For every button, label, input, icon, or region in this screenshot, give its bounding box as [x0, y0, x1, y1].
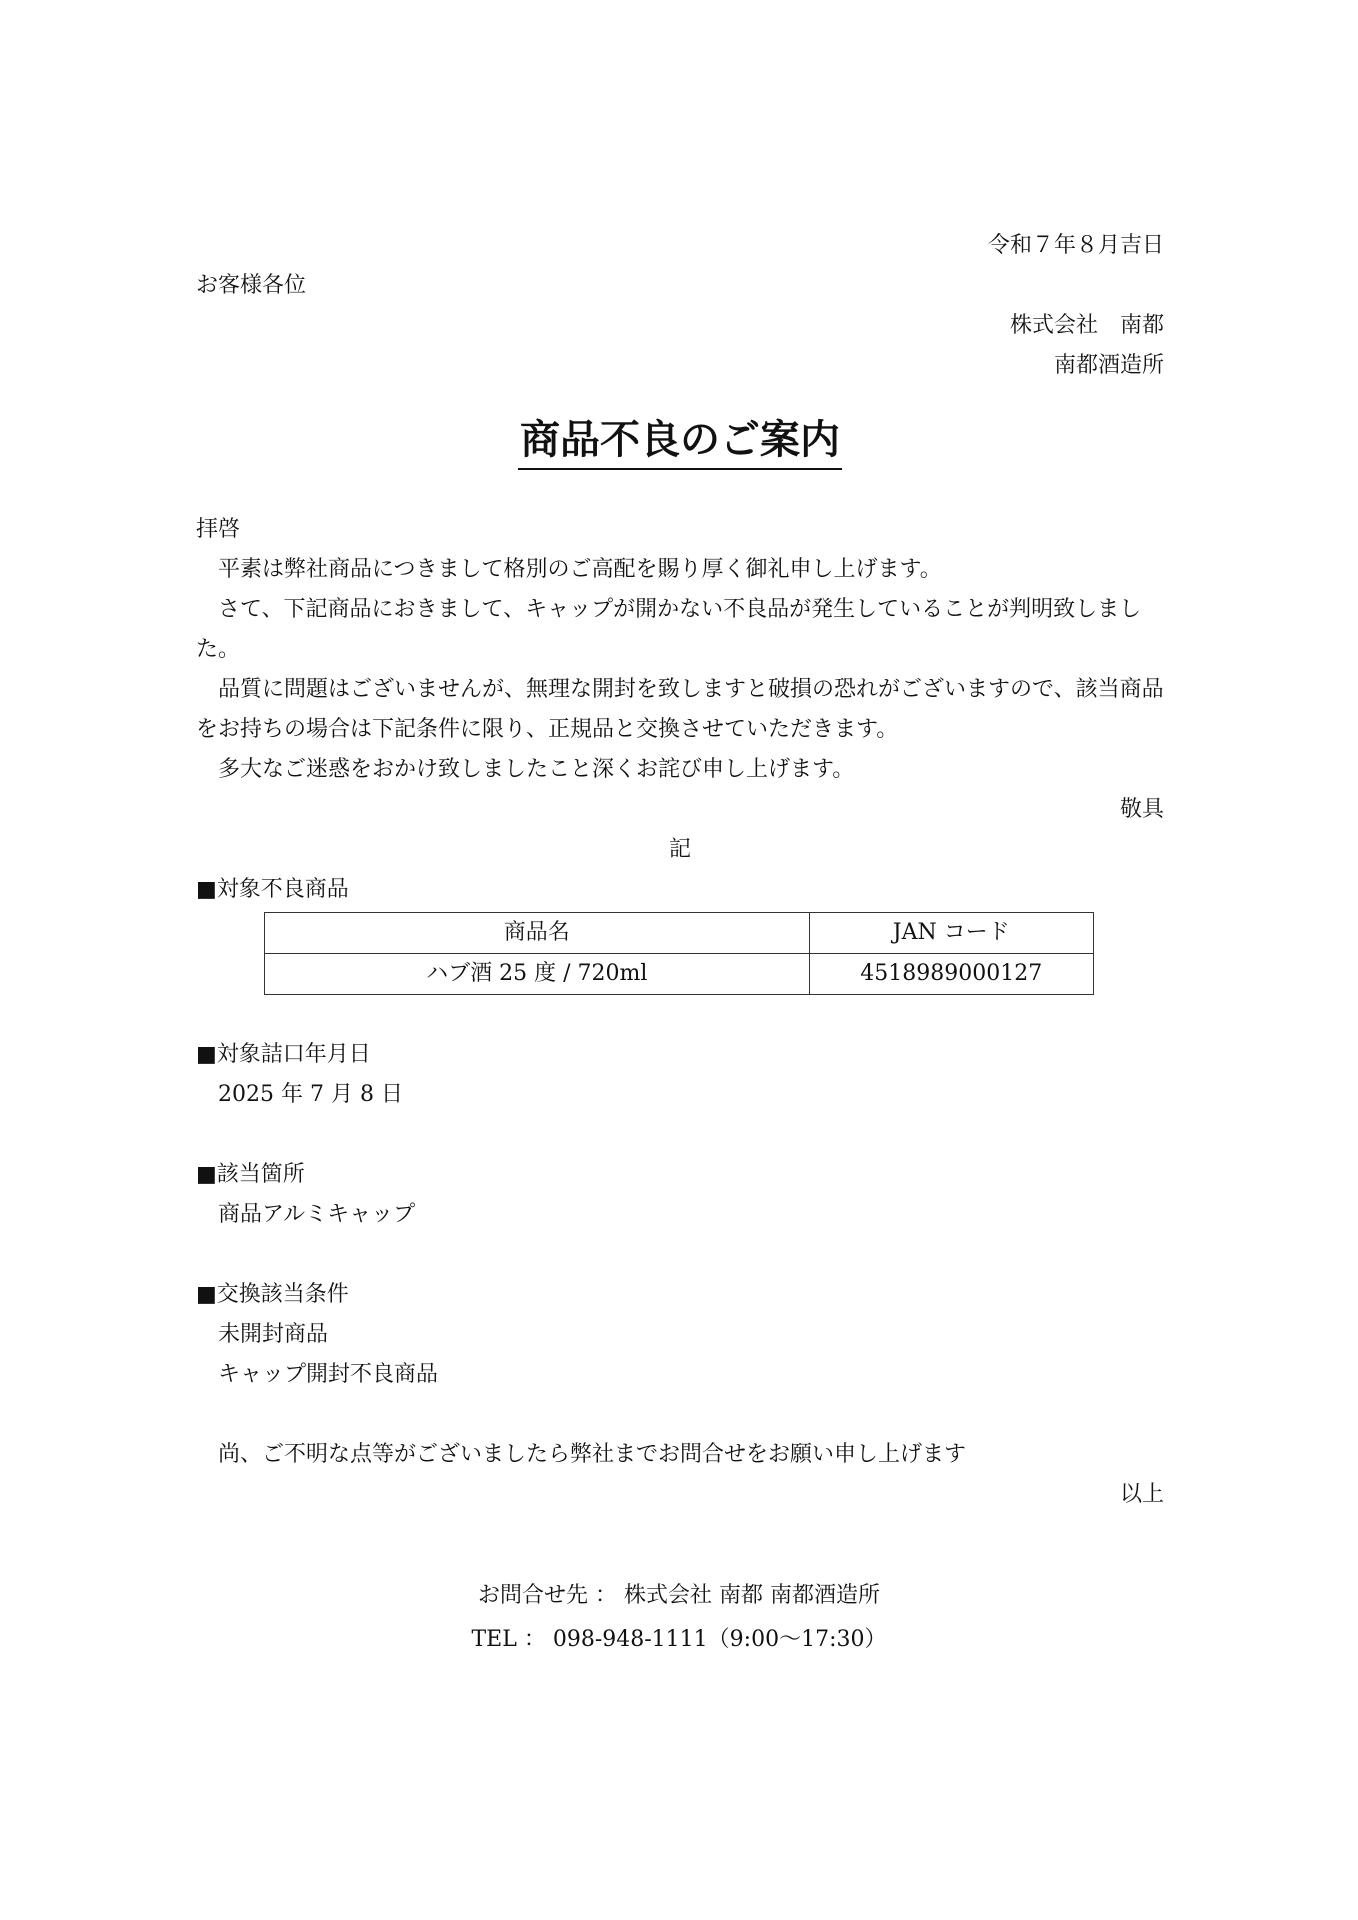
note: 尚、ご不明な点等がございましたら弊社までお問合せをお願い申し上げます: [218, 1442, 967, 1467]
sender-brewery: 南都酒造所: [1053, 353, 1164, 378]
ki-mark: 記: [668, 837, 691, 862]
body-paragraph-2: さて、下記商品におきまして、キャップが開かない不良品が発生していることが判明致しました。: [196, 597, 1142, 662]
title-wrap: [196, 412, 1164, 470]
location-heading: ■該当箇所: [196, 1162, 305, 1187]
greeting: 拝啓: [196, 517, 241, 542]
document-page: [196, 226, 1164, 1515]
products-table: [264, 912, 1094, 995]
date-value: 2025 年 7 月 8 日: [218, 1082, 403, 1107]
date-heading: ■対象詰口年月日: [196, 1042, 371, 1067]
issue-date: 令和７年８月吉日: [987, 233, 1164, 258]
contact-line-1: お問合せ先 ： 株式会社 南都 南都酒造所: [478, 1583, 880, 1608]
spacer: [196, 1115, 1164, 1155]
spacer: [196, 1395, 1164, 1435]
recipient: お客様各位: [196, 273, 307, 298]
contact-footer: [0, 1574, 1358, 1662]
end-mark: 以上: [1119, 1482, 1164, 1507]
table-row: [265, 954, 1094, 995]
body-paragraph-4: 多大なご迷惑をおかけ致しましたこと深くお詫び申し上げます。: [218, 757, 855, 782]
cell-product-name: ハブ酒 25 度 / 720ml: [265, 954, 810, 995]
body-paragraph-3: 品質に問題はございませんが、無理な開封を致しますと破損の恐れがございますので、該当商品をお持ちの場合は下記条件に限り、正規品と交換させていただきます。: [196, 677, 1164, 742]
column-header-product-name: 商品名: [265, 913, 810, 954]
column-header-jan-code: JAN コード: [809, 913, 1093, 954]
spacer: [196, 995, 1164, 1035]
cell-jan-code: 4518989000127: [809, 954, 1093, 995]
sender-company: 株式会社 南都: [1009, 313, 1164, 338]
spacer: [196, 1235, 1164, 1275]
condition-item: 未開封商品: [218, 1322, 329, 1347]
products-heading: ■対象不良商品: [196, 877, 349, 902]
conditions-heading: ■交換該当条件: [196, 1282, 349, 1307]
table-header-row: [265, 913, 1094, 954]
condition-item: キャップ開封不良商品: [218, 1362, 439, 1387]
body-paragraph-1: 平素は弊社商品につきまして格別のご高配を賜り厚く御礼申し上げます。: [218, 557, 942, 582]
document-title: 商品不良のご案内: [518, 412, 842, 470]
location-value: 商品アルミキャップ: [218, 1202, 416, 1227]
closing: 敬具: [1119, 797, 1164, 822]
contact-line-2: TEL ： 098-948-1111（9:00～17:30）: [471, 1627, 887, 1652]
